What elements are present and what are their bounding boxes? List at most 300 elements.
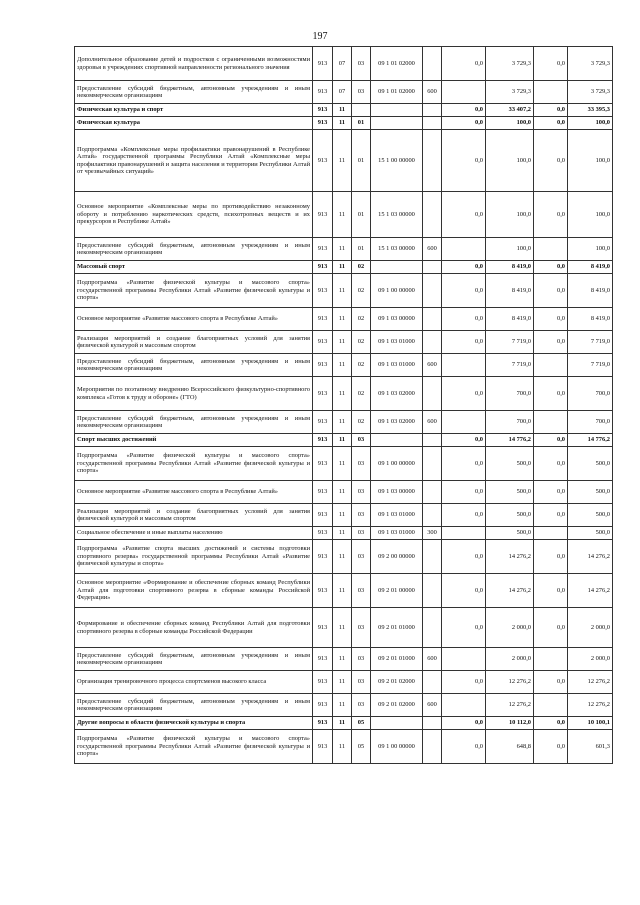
row-amount-2: 500,0 — [486, 447, 534, 481]
row-expense-type-code: 600 — [423, 238, 442, 261]
row-grbs-code: 913 — [313, 81, 333, 104]
row-amount-4: 601,3 — [568, 730, 613, 764]
row-amount-3 — [534, 527, 568, 540]
table-row — [75, 608, 613, 648]
row-section-code: 11 — [333, 671, 352, 694]
row-amount-3: 0,0 — [534, 671, 568, 694]
table-row — [75, 354, 613, 377]
row-expense-type-code: 600 — [423, 694, 442, 717]
row-expense-type-code — [423, 434, 442, 447]
row-target-article-code — [371, 717, 423, 730]
row-amount-4: 8 419,0 — [568, 308, 613, 331]
row-section-code: 11 — [333, 238, 352, 261]
row-subsection-code: 01 — [352, 130, 371, 192]
row-amount-4: 33 395,3 — [568, 104, 613, 117]
row-name: Реализация мероприятий и создание благоприятных условий для занятия физической культурой и массовым спортом — [75, 331, 313, 354]
row-subsection-code: 03 — [352, 527, 371, 540]
row-target-article-code: 09 1 00 00000 — [371, 730, 423, 764]
row-section-code: 11 — [333, 608, 352, 648]
row-amount-3: 0,0 — [534, 540, 568, 574]
row-name: Подпрограмма «Развитие физической культуры и массового спорта» государственной программы Республики Алтай «Развитие физической культуры и спорта» — [75, 274, 313, 308]
row-name: Физическая культура — [75, 117, 313, 130]
row-amount-3: 0,0 — [534, 47, 568, 81]
row-target-article-code: 09 1 03 01000 — [371, 331, 423, 354]
row-name: Массовый спорт — [75, 261, 313, 274]
row-amount-1: 0,0 — [442, 447, 486, 481]
row-grbs-code: 913 — [313, 608, 333, 648]
row-amount-1: 0,0 — [442, 717, 486, 730]
row-section-code: 11 — [333, 354, 352, 377]
row-section-code: 11 — [333, 574, 352, 608]
row-target-article-code: 09 2 01 00000 — [371, 574, 423, 608]
row-amount-4: 2 000,0 — [568, 648, 613, 671]
row-subsection-code: 03 — [352, 694, 371, 717]
row-target-article-code: 15 1 03 00000 — [371, 192, 423, 238]
row-grbs-code: 913 — [313, 377, 333, 411]
row-section-code: 11 — [333, 308, 352, 331]
row-name: Основное мероприятие «Развитие массового спорта в Республике Алтай» — [75, 308, 313, 331]
row-amount-1: 0,0 — [442, 377, 486, 411]
row-amount-1: 0,0 — [442, 104, 486, 117]
row-amount-2: 100,0 — [486, 130, 534, 192]
table-row — [75, 104, 613, 117]
row-expense-type-code — [423, 717, 442, 730]
row-section-code: 11 — [333, 717, 352, 730]
row-subsection-code: 02 — [352, 308, 371, 331]
row-amount-2: 500,0 — [486, 481, 534, 504]
table-row — [75, 504, 613, 527]
row-amount-2: 700,0 — [486, 411, 534, 434]
row-subsection-code: 03 — [352, 434, 371, 447]
row-amount-4: 8 419,0 — [568, 274, 613, 308]
row-amount-1 — [442, 411, 486, 434]
row-name: Предоставление субсидий бюджетным, автономным учреждениям и иным некоммерческим организациям — [75, 411, 313, 434]
row-amount-4: 12 276,2 — [568, 694, 613, 717]
row-target-article-code: 15 1 03 00000 — [371, 238, 423, 261]
page-number: 197 — [312, 31, 328, 42]
row-amount-2: 3 729,3 — [486, 81, 534, 104]
row-section-code: 11 — [333, 274, 352, 308]
row-amount-3: 0,0 — [534, 117, 568, 130]
row-section-code: 11 — [333, 730, 352, 764]
row-name: Основное мероприятие «Формирование и обеспечение сборных команд Республики Алтай для подготовки спортивного резерва в сборные команды Российской Федерации» — [75, 574, 313, 608]
row-expense-type-code — [423, 308, 442, 331]
row-subsection-code: 02 — [352, 261, 371, 274]
row-name: Формирование и обеспечение сборных команд Республики Алтай для подготовки спортивного резерва в сборные команды Российской Федерации — [75, 608, 313, 648]
row-amount-1: 0,0 — [442, 47, 486, 81]
row-section-code: 11 — [333, 192, 352, 238]
row-section-code: 11 — [333, 694, 352, 717]
row-grbs-code: 913 — [313, 730, 333, 764]
row-amount-1: 0,0 — [442, 117, 486, 130]
row-grbs-code: 913 — [313, 411, 333, 434]
row-expense-type-code — [423, 192, 442, 238]
row-amount-3: 0,0 — [534, 377, 568, 411]
row-target-article-code: 09 2 01 02000 — [371, 694, 423, 717]
row-section-code: 11 — [333, 130, 352, 192]
row-expense-type-code — [423, 274, 442, 308]
row-amount-1: 0,0 — [442, 192, 486, 238]
row-section-code: 11 — [333, 540, 352, 574]
row-grbs-code: 913 — [313, 671, 333, 694]
row-amount-2: 33 407,2 — [486, 104, 534, 117]
row-target-article-code: 09 1 03 00000 — [371, 481, 423, 504]
row-expense-type-code — [423, 504, 442, 527]
row-section-code: 11 — [333, 261, 352, 274]
row-expense-type-code: 600 — [423, 648, 442, 671]
row-target-article-code: 09 1 03 01000 — [371, 354, 423, 377]
row-amount-2: 14 276,2 — [486, 540, 534, 574]
row-expense-type-code: 300 — [423, 527, 442, 540]
row-amount-1 — [442, 648, 486, 671]
row-amount-4: 700,0 — [568, 411, 613, 434]
row-subsection-code: 03 — [352, 504, 371, 527]
row-amount-3: 0,0 — [534, 730, 568, 764]
row-grbs-code: 913 — [313, 504, 333, 527]
row-subsection-code: 03 — [352, 481, 371, 504]
row-grbs-code: 913 — [313, 694, 333, 717]
row-subsection-code: 03 — [352, 540, 371, 574]
row-amount-2: 7 719,0 — [486, 331, 534, 354]
row-amount-4: 100,0 — [568, 130, 613, 192]
row-name: Предоставление субсидий бюджетным, автономным учреждениям и иным некоммерческим организациям — [75, 238, 313, 261]
row-name: Мероприятия по поэтапному внедрению Всероссийского физкультурно-спортивного комплекса «Готов к труду и обороне» (ГТО) — [75, 377, 313, 411]
row-grbs-code: 913 — [313, 648, 333, 671]
row-amount-2: 100,0 — [486, 192, 534, 238]
row-name: Предоставление субсидий бюджетным, автономным учреждениям и иным некоммерческим организациям — [75, 694, 313, 717]
row-target-article-code — [371, 104, 423, 117]
row-name: Организация тренировочного процесса спортсменов высокого класса — [75, 671, 313, 694]
row-expense-type-code — [423, 117, 442, 130]
row-amount-4: 500,0 — [568, 504, 613, 527]
table-row — [75, 481, 613, 504]
row-grbs-code: 913 — [313, 574, 333, 608]
row-target-article-code: 09 1 00 00000 — [371, 447, 423, 481]
row-grbs-code: 913 — [313, 117, 333, 130]
row-section-code: 11 — [333, 377, 352, 411]
row-grbs-code: 913 — [313, 104, 333, 117]
row-expense-type-code: 600 — [423, 354, 442, 377]
row-amount-4: 3 729,3 — [568, 47, 613, 81]
row-subsection-code: 03 — [352, 447, 371, 481]
row-amount-2: 8 419,0 — [486, 274, 534, 308]
table-row — [75, 447, 613, 481]
row-amount-3: 0,0 — [534, 447, 568, 481]
row-expense-type-code — [423, 447, 442, 481]
row-expense-type-code — [423, 730, 442, 764]
row-expense-type-code — [423, 540, 442, 574]
row-target-article-code: 09 2 01 02000 — [371, 671, 423, 694]
row-target-article-code — [371, 261, 423, 274]
row-amount-4: 2 000,0 — [568, 608, 613, 648]
row-subsection-code: 03 — [352, 47, 371, 81]
row-grbs-code: 913 — [313, 130, 333, 192]
row-expense-type-code — [423, 377, 442, 411]
row-target-article-code: 09 1 00 00000 — [371, 274, 423, 308]
row-amount-1: 0,0 — [442, 671, 486, 694]
row-amount-2: 648,8 — [486, 730, 534, 764]
row-target-article-code: 15 1 00 00000 — [371, 130, 423, 192]
row-section-code: 11 — [333, 117, 352, 130]
row-amount-1: 0,0 — [442, 730, 486, 764]
table-row — [75, 648, 613, 671]
row-target-article-code: 09 1 03 02000 — [371, 411, 423, 434]
row-amount-2: 8 419,0 — [486, 261, 534, 274]
table-row — [75, 47, 613, 81]
row-section-code: 11 — [333, 527, 352, 540]
row-target-article-code — [371, 117, 423, 130]
row-name: Основное мероприятие «Развитие массового спорта в Республике Алтай» — [75, 481, 313, 504]
table-row — [75, 130, 613, 192]
row-subsection-code: 03 — [352, 671, 371, 694]
row-subsection-code: 02 — [352, 377, 371, 411]
row-amount-3: 0,0 — [534, 504, 568, 527]
table-row — [75, 671, 613, 694]
row-amount-1: 0,0 — [442, 130, 486, 192]
row-amount-4: 100,0 — [568, 192, 613, 238]
row-amount-4: 8 419,0 — [568, 261, 613, 274]
row-amount-3: 0,0 — [534, 574, 568, 608]
row-name: Предоставление субсидий бюджетным, автономным учреждениям и иным некоммерческим организациям — [75, 81, 313, 104]
row-amount-2: 12 276,2 — [486, 671, 534, 694]
row-amount-1: 0,0 — [442, 331, 486, 354]
table-row — [75, 192, 613, 238]
row-subsection-code: 03 — [352, 81, 371, 104]
table-row — [75, 694, 613, 717]
row-amount-4: 14 276,2 — [568, 540, 613, 574]
row-amount-4: 7 719,0 — [568, 331, 613, 354]
row-target-article-code: 09 2 00 00000 — [371, 540, 423, 574]
row-section-code: 11 — [333, 434, 352, 447]
row-amount-3: 0,0 — [534, 308, 568, 331]
row-grbs-code: 913 — [313, 238, 333, 261]
row-amount-1: 0,0 — [442, 434, 486, 447]
row-expense-type-code — [423, 574, 442, 608]
row-subsection-code: 01 — [352, 238, 371, 261]
row-expense-type-code: 600 — [423, 81, 442, 104]
table-row — [75, 117, 613, 130]
row-section-code: 11 — [333, 481, 352, 504]
table-row — [75, 730, 613, 764]
row-amount-1 — [442, 81, 486, 104]
row-amount-4: 700,0 — [568, 377, 613, 411]
row-target-article-code: 09 1 03 01000 — [371, 504, 423, 527]
row-amount-1 — [442, 354, 486, 377]
row-amount-3: 0,0 — [534, 261, 568, 274]
row-subsection-code: 03 — [352, 648, 371, 671]
row-name: Другие вопросы в области физической культуры и спорта — [75, 717, 313, 730]
table-row — [75, 261, 613, 274]
row-target-article-code: 09 1 03 01000 — [371, 527, 423, 540]
row-grbs-code: 913 — [313, 308, 333, 331]
row-expense-type-code — [423, 331, 442, 354]
row-amount-3: 0,0 — [534, 717, 568, 730]
row-amount-2: 100,0 — [486, 117, 534, 130]
row-target-article-code: 09 2 01 01000 — [371, 608, 423, 648]
row-amount-1: 0,0 — [442, 481, 486, 504]
row-amount-3: 0,0 — [534, 608, 568, 648]
row-subsection-code: 02 — [352, 331, 371, 354]
row-amount-4: 14 276,2 — [568, 574, 613, 608]
row-grbs-code: 913 — [313, 261, 333, 274]
table-row — [75, 274, 613, 308]
row-amount-2: 500,0 — [486, 527, 534, 540]
row-amount-4: 100,0 — [568, 238, 613, 261]
row-grbs-code: 913 — [313, 47, 333, 81]
row-name: Основное мероприятие «Комплексные меры по противодействию незаконному обороту и потреблению наркотических средств, психотропных веществ и их прекурсоров в Республике Алтай» — [75, 192, 313, 238]
row-amount-4: 7 719,0 — [568, 354, 613, 377]
row-amount-1 — [442, 527, 486, 540]
row-name: Спорт высших достижений — [75, 434, 313, 447]
row-section-code: 11 — [333, 104, 352, 117]
row-expense-type-code: 600 — [423, 411, 442, 434]
row-section-code: 11 — [333, 648, 352, 671]
row-grbs-code: 913 — [313, 274, 333, 308]
table-row — [75, 411, 613, 434]
row-grbs-code: 913 — [313, 434, 333, 447]
row-section-code: 11 — [333, 411, 352, 434]
row-amount-2: 7 719,0 — [486, 354, 534, 377]
row-amount-3 — [534, 81, 568, 104]
row-amount-2: 12 276,2 — [486, 694, 534, 717]
row-name: Предоставление субсидий бюджетным, автономным учреждениям и иным некоммерческим организациям — [75, 354, 313, 377]
row-amount-1 — [442, 694, 486, 717]
row-grbs-code: 913 — [313, 717, 333, 730]
row-amount-2: 14 776,2 — [486, 434, 534, 447]
row-amount-3 — [534, 694, 568, 717]
row-amount-4: 12 276,2 — [568, 671, 613, 694]
table-row — [75, 574, 613, 608]
row-amount-4: 3 729,3 — [568, 81, 613, 104]
row-amount-3: 0,0 — [534, 434, 568, 447]
row-section-code: 11 — [333, 504, 352, 527]
row-name: Дополнительное образование детей и подростков с ограниченными возможностями здоровья в учреждениях спортивной направленности регионального значения — [75, 47, 313, 81]
row-amount-1: 0,0 — [442, 504, 486, 527]
row-grbs-code: 913 — [313, 354, 333, 377]
row-expense-type-code — [423, 608, 442, 648]
budget-table — [74, 46, 613, 764]
row-amount-3: 0,0 — [534, 481, 568, 504]
row-subsection-code: 05 — [352, 717, 371, 730]
table-row — [75, 81, 613, 104]
table-row — [75, 331, 613, 354]
row-amount-1: 0,0 — [442, 261, 486, 274]
table-row — [75, 717, 613, 730]
row-amount-3 — [534, 354, 568, 377]
row-grbs-code: 913 — [313, 192, 333, 238]
row-amount-3 — [534, 238, 568, 261]
row-amount-1: 0,0 — [442, 574, 486, 608]
row-expense-type-code — [423, 104, 442, 117]
row-target-article-code: 09 2 01 01000 — [371, 648, 423, 671]
table-row — [75, 238, 613, 261]
row-amount-2: 3 729,3 — [486, 47, 534, 81]
row-section-code: 11 — [333, 447, 352, 481]
row-amount-1: 0,0 — [442, 308, 486, 331]
row-name: Подпрограмма «Развитие физической культуры и массового спорта» государственной программы Республики Алтай «Развитие физической культуры и спорта» — [75, 447, 313, 481]
row-target-article-code: 09 1 01 02000 — [371, 81, 423, 104]
row-amount-1: 0,0 — [442, 274, 486, 308]
row-grbs-code: 913 — [313, 540, 333, 574]
row-target-article-code: 09 1 01 02000 — [371, 47, 423, 81]
row-amount-2: 8 419,0 — [486, 308, 534, 331]
row-subsection-code: 02 — [352, 354, 371, 377]
row-section-code: 11 — [333, 331, 352, 354]
table-row — [75, 527, 613, 540]
row-grbs-code: 913 — [313, 481, 333, 504]
row-amount-3 — [534, 648, 568, 671]
row-amount-2: 10 112,0 — [486, 717, 534, 730]
row-grbs-code: 913 — [313, 447, 333, 481]
row-expense-type-code — [423, 481, 442, 504]
row-amount-2: 500,0 — [486, 504, 534, 527]
row-amount-1: 0,0 — [442, 608, 486, 648]
table-row — [75, 308, 613, 331]
row-target-article-code: 09 1 03 00000 — [371, 308, 423, 331]
row-amount-4: 10 100,1 — [568, 717, 613, 730]
row-name: Подпрограмма «Развитие спорта высших достижений и системы подготовки спортивного резерва» государственной программы Республики Алтай «Развитие физической культуры и спорта» — [75, 540, 313, 574]
row-subsection-code: 05 — [352, 730, 371, 764]
row-subsection-code: 02 — [352, 274, 371, 308]
row-amount-2: 2 000,0 — [486, 648, 534, 671]
row-subsection-code: 03 — [352, 608, 371, 648]
row-amount-4: 500,0 — [568, 527, 613, 540]
row-target-article-code — [371, 434, 423, 447]
row-amount-3: 0,0 — [534, 274, 568, 308]
row-grbs-code: 913 — [313, 527, 333, 540]
row-subsection-code — [352, 104, 371, 117]
row-name: Подпрограмма «Развитие физической культуры и массового спорта» государственной программы Республики Алтай «Развитие физической культуры и спорта» — [75, 730, 313, 764]
row-name: Физическая культура и спорт — [75, 104, 313, 117]
row-amount-3 — [534, 411, 568, 434]
row-expense-type-code — [423, 47, 442, 81]
row-amount-3: 0,0 — [534, 130, 568, 192]
row-subsection-code: 03 — [352, 574, 371, 608]
row-amount-4: 100,0 — [568, 117, 613, 130]
row-section-code: 07 — [333, 47, 352, 81]
row-target-article-code: 09 1 03 02000 — [371, 377, 423, 411]
row-expense-type-code — [423, 261, 442, 274]
row-grbs-code: 913 — [313, 331, 333, 354]
row-amount-3: 0,0 — [534, 104, 568, 117]
row-amount-3: 0,0 — [534, 331, 568, 354]
row-section-code: 07 — [333, 81, 352, 104]
row-amount-2: 14 276,2 — [486, 574, 534, 608]
row-expense-type-code — [423, 671, 442, 694]
row-name: Предоставление субсидий бюджетным, автономным учреждениям и иным некоммерческим организациям — [75, 648, 313, 671]
row-name: Реализация мероприятий и создание благоприятных условий для занятия физической культурой и массовым спортом — [75, 504, 313, 527]
row-amount-4: 500,0 — [568, 481, 613, 504]
table-row — [75, 377, 613, 411]
row-amount-4: 14 776,2 — [568, 434, 613, 447]
row-subsection-code: 01 — [352, 117, 371, 130]
row-expense-type-code — [423, 130, 442, 192]
row-amount-1 — [442, 238, 486, 261]
row-amount-3: 0,0 — [534, 192, 568, 238]
table-row — [75, 434, 613, 447]
row-amount-2: 700,0 — [486, 377, 534, 411]
row-name: Социальное обеспечение и иные выплаты населению — [75, 527, 313, 540]
row-amount-2: 2 000,0 — [486, 608, 534, 648]
row-name: Подпрограмма «Комплексные меры профилактики правонарушений в Республике Алтай» государственной программы Республики Алтай «Комплексные меры профилактики правонарушений и защита населения и территории Республики Алтай от чрезвычайных ситуаций» — [75, 130, 313, 192]
row-amount-1: 0,0 — [442, 540, 486, 574]
table-body — [75, 47, 613, 764]
row-subsection-code: 01 — [352, 192, 371, 238]
table-row — [75, 540, 613, 574]
row-subsection-code: 02 — [352, 411, 371, 434]
row-amount-2: 100,0 — [486, 238, 534, 261]
row-amount-4: 500,0 — [568, 447, 613, 481]
